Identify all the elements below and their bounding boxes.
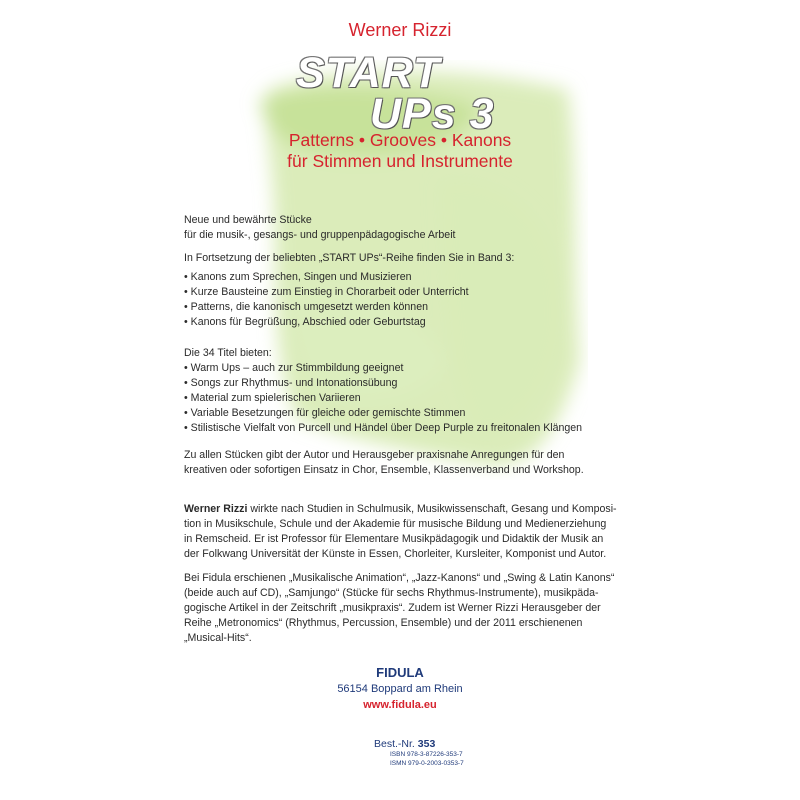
bio-line-1 — [184, 502, 624, 517]
bio-line-1-text: wirkte nach Studien in Schulmusik, Musikwissenschaft, Gesang und Komposi- — [247, 503, 617, 515]
ismn-number: ISMN 979-0-2003-0353-7 — [390, 760, 464, 767]
features-heading: Die 34 Titel bieten: — [184, 347, 272, 359]
series-intro-text: In Fortsetzung der beliebten „START UPs“-Reihe finden Sie in Band 3: — [184, 252, 515, 264]
publisher-name: FIDULA — [376, 665, 424, 680]
bio-line-2: tion in Musikschule, Schule und der Akademie für musische Bildung und Medienerziehung — [184, 518, 607, 530]
author-bio — [184, 502, 624, 562]
order-info — [374, 738, 464, 768]
other-works — [184, 571, 624, 646]
author-name: Werner Rizzi — [348, 20, 452, 40]
list-item: • Warm Ups – auch zur Stimmbildung geeignet — [184, 362, 404, 374]
contents-list — [184, 270, 624, 330]
order-number: 353 — [417, 738, 436, 750]
publisher-url[interactable]: www.fidula.eu — [363, 699, 437, 711]
list-item: • Variable Besetzungen für gleiche oder gemischte Stimmen — [184, 407, 466, 419]
bio-line-4: der Folkwang Universität der Künste in Essen, Chorleiter, Kursleiter, Komponist und Autor. — [184, 548, 607, 560]
title-line-1: START — [296, 49, 441, 97]
book-subtitle — [0, 130, 800, 172]
order-number-line — [374, 738, 464, 750]
series-intro — [184, 251, 624, 266]
subtitle-line-2: für Stimmen und Instrumente — [287, 151, 513, 171]
list-item: • Kanons zum Sprechen, Singen und Musizieren — [184, 271, 412, 283]
subtitle-line-1: Patterns • Grooves • Kanons — [288, 130, 512, 150]
bio-author-name: Werner Rizzi — [184, 503, 248, 515]
list-item: • Songs zur Rhythmus- und Intonationsübung — [184, 377, 398, 389]
closing-text — [184, 448, 624, 478]
book-title — [296, 49, 495, 138]
list-item: • Kurze Bausteine zum Einstieg in Chorarbeit oder Unterricht — [184, 286, 469, 298]
list-item: • Kanons für Begrüßung, Abschied oder Geburtstag — [184, 316, 426, 328]
intro-line-1: Neue und bewährte Stücke — [184, 214, 312, 226]
intro-text — [184, 213, 624, 243]
closing-line-2: kreativen oder sofortigen Einsatz in Chor, Ensemble, Klassenverband und Workshop. — [184, 464, 584, 476]
works-line-3: gogische Artikel in der Zeitschrift „musikpraxis“. Zudem ist Werner Rizzi Herausgeber der — [184, 602, 601, 614]
title-line-2: UPs 3 — [370, 90, 495, 138]
works-line-5: „Musical-Hits“. — [184, 632, 252, 644]
closing-line-1: Zu allen Stücken gibt der Autor und Herausgeber praxisnahe Anregungen für den — [184, 449, 565, 461]
publisher-block — [0, 665, 800, 713]
list-item: • Material zum spielerischen Variieren — [184, 392, 361, 404]
publisher-city: 56154 Boppard am Rhein — [337, 683, 463, 695]
bio-line-3: in Remscheid. Er ist Professor für Elementare Musikpädagogik und Didaktik der Musik an — [184, 533, 604, 545]
works-line-1: Bei Fidula erschienen „Musikalische Animation“, „Jazz-Kanons“ und „Swing & Latin Kanons“ — [184, 572, 615, 584]
order-label: Best.-Nr. — [374, 738, 418, 750]
features-list — [184, 346, 624, 436]
intro-line-2: für die musik-, gesangs- und gruppenpädagogische Arbeit — [184, 229, 456, 241]
isbn-number: ISBN 978-3-87226-353-7 — [390, 751, 463, 758]
list-item: • Stilistische Vielfalt von Purcell und Händel über Deep Purple zu freitonalen Klängen — [184, 422, 583, 434]
works-line-2: (beide auch auf CD), „Samjungo“ (Stücke für sechs Rhythmus-Instrumente), musikpäda- — [184, 587, 599, 599]
works-line-4: Reihe „Metronomics“ (Rhythmus, Percussion, Ensemble) und der 2011 erschienenen — [184, 617, 583, 629]
list-item: • Patterns, die kanonisch umgesetzt werden können — [184, 301, 428, 313]
